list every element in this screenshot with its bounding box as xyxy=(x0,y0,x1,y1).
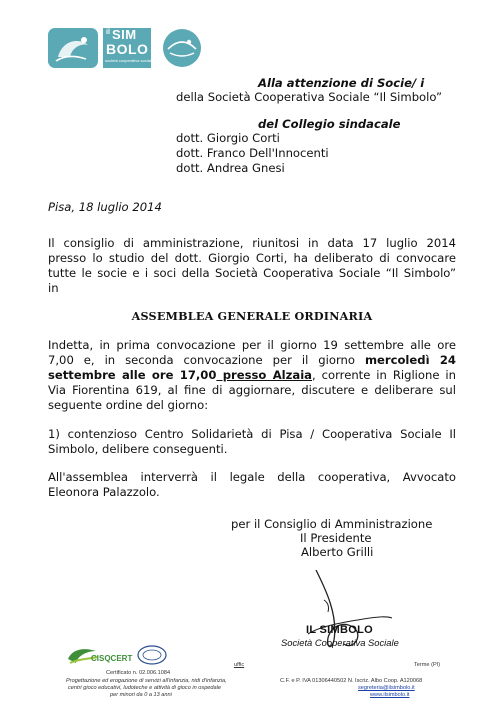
logo-text-sim: SIM xyxy=(112,27,137,42)
intro-line-2: presso lo studio del dott. Giorgio Corti, ha deliberato di convocare xyxy=(48,251,456,265)
addressee-member-3: dott. Andrea Gnesi xyxy=(176,161,285,175)
assembly-title: ASSEMBLEA GENERALE ORDINARIA xyxy=(131,309,373,323)
convocation-line-2 xyxy=(48,353,456,368)
stamp-name: IL SIMBOLO xyxy=(306,624,373,636)
agenda-line-1: 1) contenzioso Centro Solidarietà di Pisa / Cooperativa Sociale Il xyxy=(48,427,456,441)
logo xyxy=(48,27,210,69)
certificate-description-1: Progettazione ed erogazione di servizi all'infanzia, nidi d'infanzia, xyxy=(66,678,227,684)
signature-line-1: per il Consiglio di Amministrazione xyxy=(231,517,433,531)
convocation-line-1: Indetta, in prima convocazione per il giorno 19 settembre alle ore xyxy=(48,338,456,352)
meeting-time-bold: settembre alle ore 17,00 xyxy=(48,368,217,382)
signature-line-3: Alberto Grilli xyxy=(301,545,374,559)
convocation-line-2-text: 7,00 e, in seconda convocazione per il giorno xyxy=(48,353,365,367)
logo-text-bolo: BOLO xyxy=(106,41,149,57)
convocation-line-3 xyxy=(48,368,456,383)
agenda-line-2: Simbolo, delibere conseguenti. xyxy=(48,442,228,456)
email-link[interactable]: segreteria@ilsimbolo.it xyxy=(358,685,415,691)
logo-text-il: il xyxy=(106,29,110,36)
addressee-heading-members: Alla attenzione di Socie/ i xyxy=(258,76,425,90)
closing-line-2: Eleonora Palazzolo. xyxy=(48,485,160,499)
iqnet-badge-icon xyxy=(137,645,167,665)
intro-line-1: Il consiglio di amministrazione, riunitosi in data 17 luglio 2014 xyxy=(48,236,456,250)
certificate-number: Certificato n. 02.006.1084 xyxy=(106,670,171,676)
convocation-line-5: seguente ordine del giorno: xyxy=(48,398,209,412)
meeting-date-bold: mercoledì 24 xyxy=(364,353,457,367)
convocation-line-3-text: , corrente in Riglione in xyxy=(312,368,456,382)
addressee-member-1: dott. Giorgio Corti xyxy=(176,131,280,145)
website-link[interactable]: www.ilsimbolo.it xyxy=(370,692,410,698)
stamp-subtitle: Società Cooperativa Sociale xyxy=(281,637,399,648)
closing-line-1: All'assemblea interverrà il legale della cooperativa, Avvocato xyxy=(48,470,456,484)
certificate-description-2: centri gioco educativi, ludoteche e attività di gioco in ospedale xyxy=(68,685,221,691)
date-line: Pisa, 18 luglio 2014 xyxy=(48,200,162,214)
intro-line-4: in xyxy=(48,281,59,295)
addressee-organization: della Società Cooperativa Sociale “Il Simbolo” xyxy=(176,90,443,104)
addressee-member-2: dott. Franco Dell'Innocenti xyxy=(176,146,329,160)
intro-line-3: tutte le socie e i soci della Società Cooperativa Sociale “Il Simbolo” xyxy=(48,266,456,280)
meeting-place-underlined: presso Alzaia xyxy=(216,368,313,382)
certification-name: CISQCERT xyxy=(91,654,133,663)
office-city-fragment: Terme (PI) xyxy=(414,662,441,668)
certificate-description-3: per minori da 0 a 13 anni xyxy=(110,692,172,698)
convocation-line-4: Via Fiorentina 619, al fine di aggiornare, discutere e deliberare sul xyxy=(48,383,456,397)
registry-line: C.F. e P. IVA 01306440502 N. Iscriz. Albo Coop. A120068 xyxy=(280,678,423,684)
signature-line-2: Il Presidente xyxy=(300,531,372,545)
logo-tagline: società cooperativa sociale xyxy=(105,58,154,63)
office-label-fragment: uffic xyxy=(234,662,245,668)
addressee-heading-board: del Collegio sindacale xyxy=(258,117,401,131)
